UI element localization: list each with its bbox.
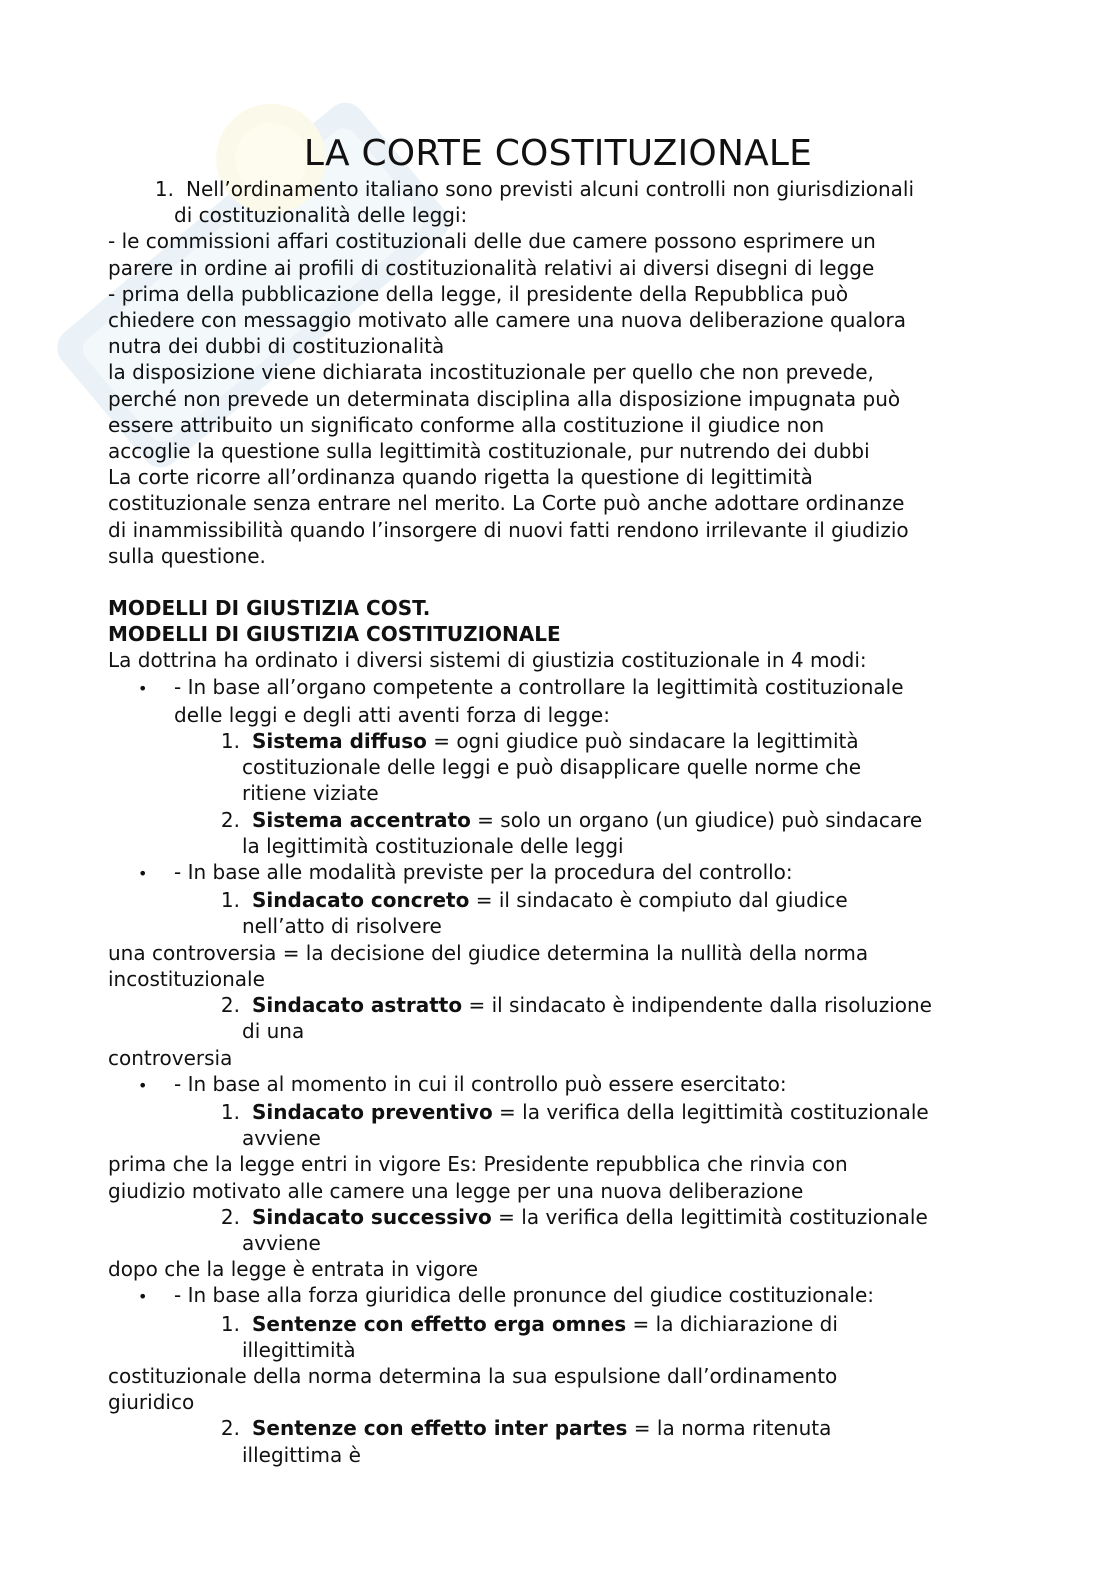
section-heading: MODELLI DI GIUSTIZIA COSTITUZIONALE	[108, 622, 561, 647]
bullet-icon: •	[138, 678, 148, 698]
paragraph-line: dopo che la legge è entrata in vigore	[108, 1257, 479, 1282]
paragraph-line: La corte ricorre all’ordinanza quando rigetta la questione di legittimità	[108, 465, 813, 490]
paragraph-line: controversia	[108, 1045, 233, 1070]
paragraph-line: accoglie la questione sulla legittimità costituzionale, pur nutrendo dei dubbi	[108, 439, 870, 464]
paragraph-line: - prima della pubblicazione della legge, il presidente della Repubblica può	[108, 281, 849, 306]
document-page	[108, 132, 1008, 1468]
paragraph-line: perché non prevede un determinata disciplina alla disposizione impugnata può	[108, 386, 901, 411]
list-item: 2. Sindacato astratto = il sindacato è indipendente dalla risoluzione	[220, 993, 932, 1018]
list-item-continuation: ritiene viziate	[242, 781, 379, 806]
intro-item-continuation: di costituzionalità delle leggi:	[174, 203, 468, 228]
lead-paragraph: La dottrina ha ordinato i diversi sistemi di giustizia costituzionale in 4 modi:	[108, 648, 867, 673]
bullet-item: • - In base alle modalità previste per la procedura del controllo:	[108, 859, 1008, 887]
paragraph-line: essere attribuito un significato conforme alla costituzione il giudice non	[108, 412, 825, 437]
list-item-continuation: la legittimità costituzionale delle leggi	[242, 833, 624, 858]
paragraph-line: - le commissioni affari costituzionali delle due camere possono esprimere un	[108, 229, 876, 254]
intro-item: 1. Nell’ordinamento italiano sono previsti alcuni controlli non giurisdizionali	[154, 177, 915, 201]
bullet-icon: •	[138, 1075, 148, 1095]
list-item-continuation: nell’atto di risolvere	[242, 914, 442, 939]
paragraph-line: sulla questione.	[108, 543, 266, 568]
list-item: 1. Sistema diffuso = ogni giudice può sindacare la legittimità	[220, 729, 859, 754]
paragraph-line: la disposizione viene dichiarata incostituzionale per quello che non prevede,	[108, 360, 874, 385]
bullet-icon: •	[138, 1287, 148, 1307]
bullet-item: • - In base al momento in cui il controllo può essere esercitato:	[108, 1071, 1008, 1099]
paragraph-line: parere in ordine ai profili di costituzionalità relativi ai diversi disegni di legge	[108, 255, 875, 280]
list-item-continuation: di una	[242, 1019, 305, 1044]
paragraph-line: nutra dei dubbi di costituzionalità	[108, 334, 445, 359]
paragraph-line: costituzionale della norma determina la sua espulsione dall’ordinamento	[108, 1363, 838, 1388]
list-item: 1. Sindacato concreto = il sindacato è compiuto dal giudice	[220, 888, 848, 913]
paragraph-line: incostituzionale	[108, 966, 265, 991]
section-heading: MODELLI DI GIUSTIZIA COST.	[108, 596, 431, 621]
paragraph-line: costituzionale senza entrare nel merito. La Corte può anche adottare ordinanze	[108, 491, 905, 516]
paragraph-line: di inammissibilità quando l’insorgere di nuovi fatti rendono irrilevante il giudizio	[108, 517, 909, 542]
spacer	[108, 569, 1008, 595]
list-item-continuation: avviene	[242, 1230, 321, 1255]
paragraph-line: chiedere con messaggio motivato alle camere una nuova deliberazione qualora	[108, 308, 906, 333]
list-item-continuation: illegittima è	[242, 1442, 361, 1467]
bullet-icon: •	[138, 864, 148, 884]
list-item: 1. Sentenze con effetto erga omnes = la dichiarazione di	[220, 1311, 838, 1336]
list-item-continuation: avviene	[242, 1126, 321, 1151]
list-item: 2. Sistema accentrato = solo un organo (un giudice) può sindacare	[220, 807, 923, 832]
list-item-continuation: illegittimità	[242, 1337, 356, 1362]
paragraph-line: prima che la legge entri in vigore Es: Presidente repubblica che rinvia con	[108, 1152, 848, 1177]
page-title: LA CORTE COSTITUZIONALE	[303, 133, 813, 174]
bullet-item: • - In base alla forza giuridica delle pronunce del giudice costituzionale:	[108, 1282, 1008, 1310]
list-item: 1. Sindacato preventivo = la verifica della legittimità costituzionale	[220, 1099, 929, 1124]
paragraph-line: giudizio motivato alle camere una legge per una nuova deliberazione	[108, 1178, 804, 1203]
paragraph-line: giuridico	[108, 1390, 195, 1415]
bullet-continuation: delle leggi e degli atti aventi forza di legge:	[174, 702, 610, 727]
list-item-continuation: costituzionale delle leggi e può disapplicare quelle norme che	[242, 755, 862, 780]
list-item: 2. Sentenze con effetto inter partes = la norma ritenuta	[220, 1416, 832, 1441]
bullet-item: • - In base all’organo competente a controllare la legittimità costituzionale	[108, 674, 1008, 702]
list-item: 2. Sindacato successivo = la verifica della legittimità costituzionale	[220, 1204, 928, 1229]
paragraph-line: una controversia = la decisione del giudice determina la nullità della norma	[108, 940, 869, 965]
